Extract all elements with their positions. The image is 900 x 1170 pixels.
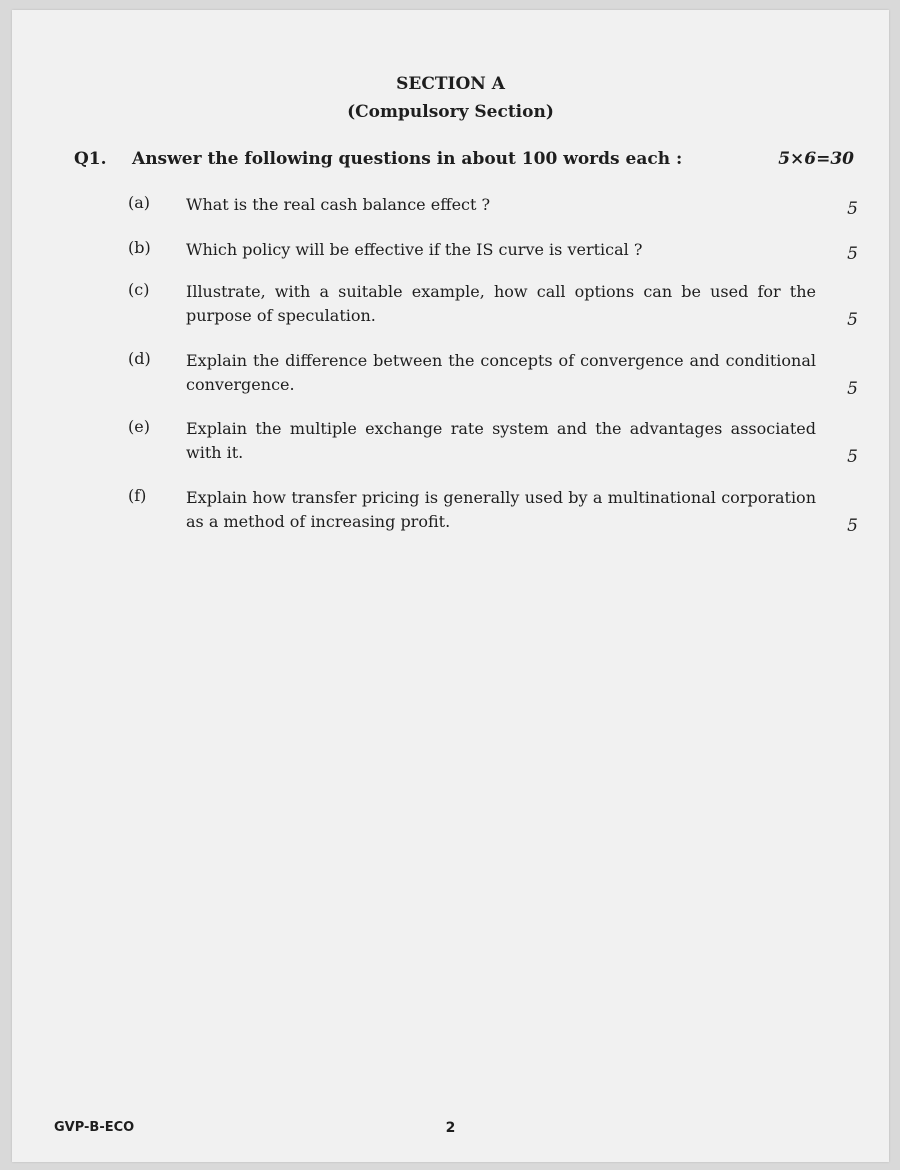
sub-question-label: (b): [128, 238, 151, 257]
sub-question-label: (a): [128, 193, 151, 212]
sub-question-text: Explain the multiple exchange rate system and the advantages associated with it.: [186, 419, 816, 462]
sub-question-label: (f): [128, 486, 147, 505]
sub-question-b: [128, 238, 858, 268]
question-total-marks: 5×6=30: [778, 149, 854, 169]
exam-page: [12, 10, 889, 1162]
sub-question-text: What is the real cash balance effect ?: [186, 195, 491, 214]
section-subtitle: (Compulsory Section): [347, 102, 554, 122]
section-title: SECTION A: [396, 74, 505, 94]
sub-question-marks: 5: [847, 447, 858, 467]
sub-question-label: (c): [128, 280, 150, 299]
sub-question-marks: 5: [847, 516, 858, 536]
sub-question-text: Which policy will be effective if the IS curve is vertical ?: [186, 240, 643, 259]
sub-question-a: [128, 193, 858, 223]
question-number: Q1.: [74, 149, 107, 169]
sub-question-e: [128, 417, 858, 471]
sub-question-marks: 5: [847, 379, 858, 399]
question-instruction: Answer the following questions in about 100 words each :: [132, 149, 683, 169]
paper-code: GVP-B-ECO: [54, 1120, 135, 1135]
sub-question-text: Illustrate, with a suitable example, how call options can be used for the purpose of speculation.: [186, 282, 816, 325]
sub-question-marks: 5: [847, 310, 858, 330]
page-number: 2: [445, 1120, 456, 1136]
sub-question-c: [128, 280, 858, 334]
sub-question-text: Explain the difference between the concepts of convergence and conditional convergence.: [186, 351, 816, 394]
sub-question-f: [128, 486, 858, 540]
question-header: [74, 149, 854, 173]
sub-question-marks: 5: [847, 244, 858, 264]
sub-question-label: (e): [128, 417, 150, 436]
sub-question-d: [128, 349, 858, 403]
sub-question-marks: 5: [847, 199, 858, 219]
sub-question-label: (d): [128, 349, 151, 368]
sub-question-text: Explain how transfer pricing is generally used by a multinational corporation as a method of increasing profit.: [186, 488, 816, 531]
